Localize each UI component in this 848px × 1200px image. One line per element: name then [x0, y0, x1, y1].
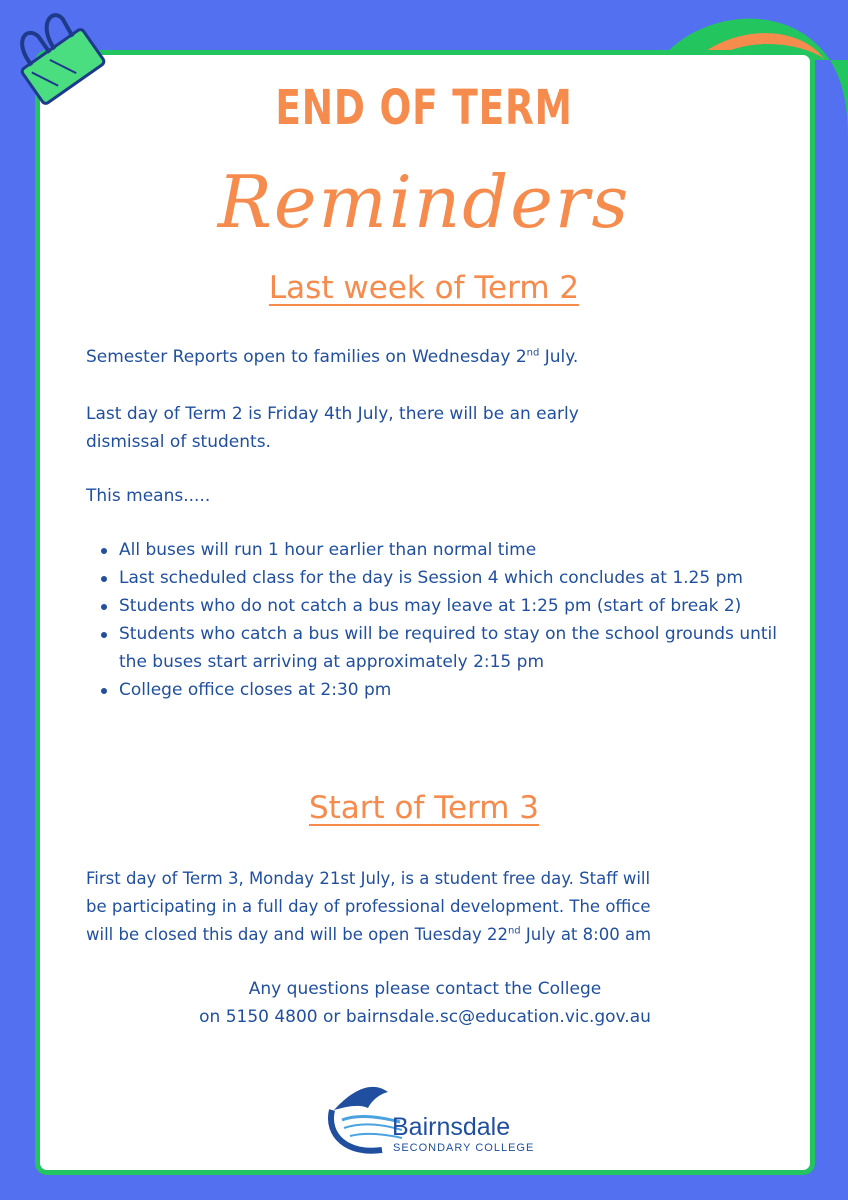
bullet-list	[97, 536, 777, 704]
heading-start-term3: Start of Term 3	[308, 790, 540, 826]
last-day-paragraph: Last day of Term 2 is Friday 4th July, there will be an early dismissal of students.	[86, 404, 579, 452]
title-line1: END OF TERM	[275, 80, 573, 136]
this-means-text: This means.....	[86, 486, 211, 506]
list-item: All buses will run 1 hour earlier than normal time	[97, 536, 777, 564]
water-dragon-logo-icon	[322, 1070, 402, 1160]
logo-name: Bairnsdale	[392, 1113, 511, 1141]
list-item: College office closes at 2:30 pm	[97, 676, 777, 704]
reports-paragraph: Semester Reports open to families on Wednesday 2nd July.	[86, 347, 579, 367]
logo-subtitle: SECONDARY COLLEGE	[393, 1142, 535, 1154]
list-item: Students who do not catch a bus may leave at 1:25 pm (start of break 2)	[97, 592, 777, 620]
list-item: Students who catch a bus will be required to stay on the school grounds until the buses start arriving at approximately 2:15 pm	[97, 620, 777, 676]
title-line2: Reminders	[217, 160, 631, 244]
list-item: Last scheduled class for the day is Session 4 which concludes at 1.25 pm	[97, 564, 777, 592]
term3-paragraph: First day of Term 3, Monday 21st July, is a student free day. Staff will be participating in a full day of professional development. The office will be closed this day and will be open Tuesday 22nd July at 8:00 am	[86, 869, 652, 944]
contact-text: Any questions please contact the College on 5150 4800 or bairnsdale.sc@education.vic.gov.au	[199, 979, 651, 1027]
heading-last-week: Last week of Term 2	[268, 270, 580, 306]
